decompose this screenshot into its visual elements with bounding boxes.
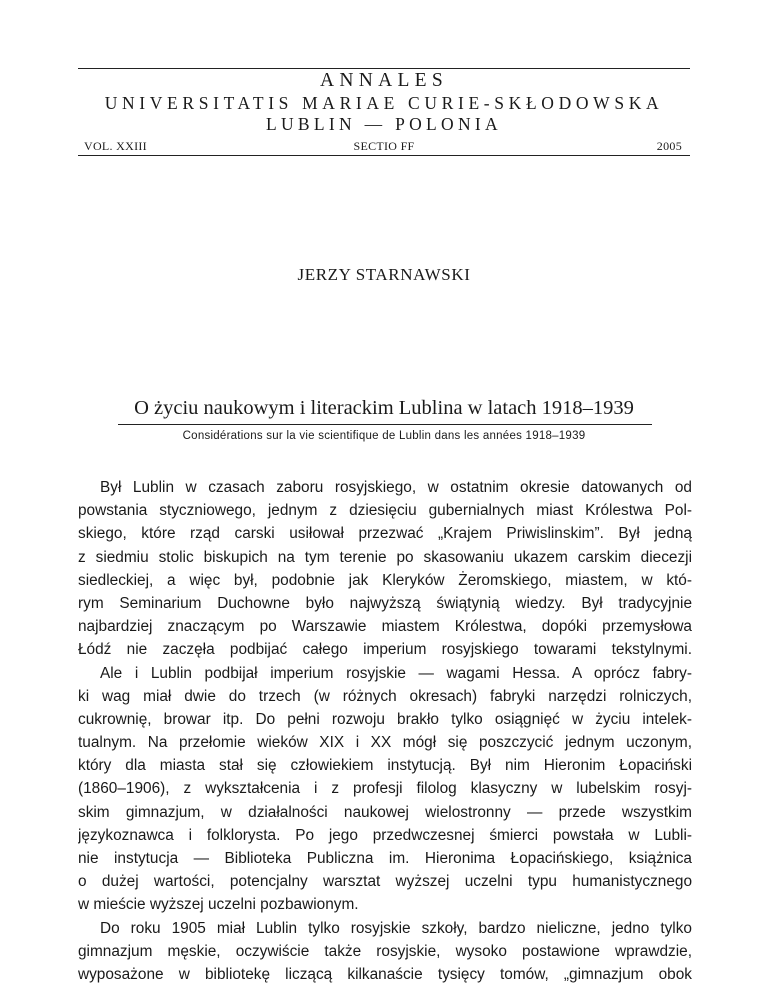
body-line: najbardziej znaczącym po Warszawie miastem Królestwa, dopóki przemysłowa: [78, 618, 692, 636]
body-line: tualnym. Na przełomie wieków XIX i XX mógł się poszczycić jednym uczonym,: [78, 734, 692, 752]
body-line: wyposażone w bibliotekę liczącą kilkanaście tysięcy tomów, „gimnazjum obok: [78, 965, 692, 983]
body-line: powstania styczniowego, jednym z dziesięciu gubernialnych miast Królestwa Pol-: [78, 502, 692, 520]
header-top-rule: [78, 68, 690, 69]
journal-title: ANNALES: [319, 70, 449, 91]
body-line: rym Seminarium Duchowne było najwyższą świątynią wiedzy. Był tradycyjnie: [78, 594, 692, 612]
header-bottom-rule: [78, 155, 690, 156]
body-line: skiego, które rząd carski usiłował przezwać „Krajem Priwislinskim”. Był jedną: [78, 525, 692, 543]
body-line: nie instytucja — Biblioteka Publiczna im. Hieronima Łopacińskiego, książnica: [78, 850, 692, 867]
body-line: w mieście wyższej uczelni pozbawionym.: [78, 896, 359, 914]
body-line: Łódź nie zaczęła podbijać całego imperium rosyjskiego towarami tekstylnymi.: [78, 641, 692, 659]
body-line: Był Lublin w czasach zaboru rosyjskiego, w ostatnim okresie datowanych od: [100, 479, 692, 496]
body-line: (1860–1906), z wykształcenia i z profesji filolog klasyczny w lubelskim rosyj-: [78, 780, 692, 798]
article-body: [78, 476, 692, 986]
article-title: O życiu naukowym i literackim Lublina w latach 1918–1939: [134, 397, 634, 419]
section-label: SECTIO FF: [353, 139, 415, 153]
body-line: który dla miasta stał się człowiekiem instytucją. Był nim Hieronim Łopaciński: [78, 757, 692, 775]
body-line: skim gimnazjum, w działalności naukowej wielostronny — przede wszystkim: [78, 803, 692, 821]
body-line: Ale i Lublin podbijał imperium rosyjskie — wagami Hessa. A oprócz fabry-: [100, 664, 692, 682]
article-subtitle: Considérations sur la vie scientifique de Lublin dans les années 1918–1939: [182, 430, 586, 442]
body-line: gimnazjum męskie, oczywiście także rosyjskie, wysoko postawione wprawdzie,: [78, 942, 692, 960]
year-label: 2005: [656, 139, 682, 153]
body-line: z siedmiu stolic biskupich na tym terenie po skasowaniu ukazem carskim diecezji: [78, 548, 692, 566]
university-name: UNIVERSITATIS MARIAE CURIE-SKŁODOWSKA: [104, 93, 664, 113]
volume-label: VOL. XXIII: [84, 139, 147, 153]
body-line: językoznawca i folklorysta. Po jego przedwczesnej śmierci powstała w Lubli-: [78, 826, 692, 844]
body-line: Do roku 1905 miał Lublin tylko rosyjskie szkoły, bardzo nieliczne, jedno tylko: [100, 919, 692, 937]
body-line: siedleckiej, a więc był, podobnie jak Kleryków Żeromskiego, miastem, w któ-: [78, 571, 692, 589]
title-rule: [118, 424, 652, 425]
body-line: o dużej wartości, potencjalny warsztat wyższej uczelni typu humanistycznego: [78, 873, 692, 891]
body-line: ki wag miał dwie do trzech (w różnych okresach) fabryki narzędzi rolniczych,: [78, 687, 692, 705]
journal-place: LUBLIN — POLONIA: [265, 114, 502, 134]
body-line: cukrownię, browar itp. Do pełni rozwoju brakło tylko osiągnięć w życiu intelek-: [78, 710, 692, 728]
article-author: JERZY STARNAWSKI: [297, 265, 471, 284]
